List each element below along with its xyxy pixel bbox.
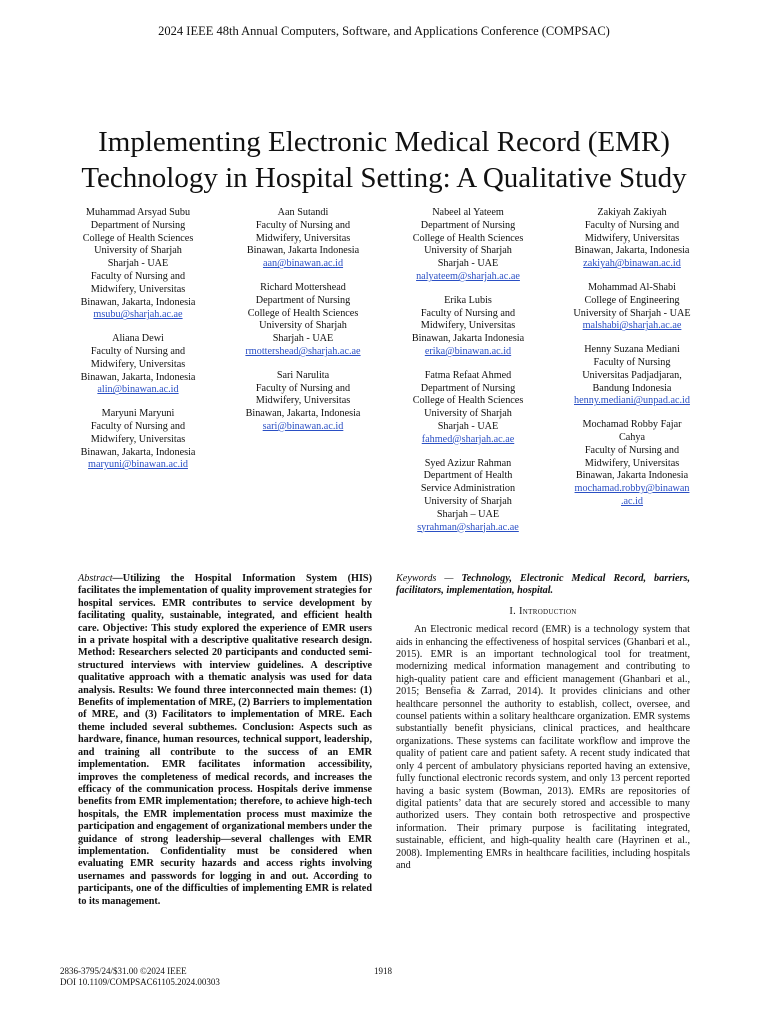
author-affiliation-line: Universitas Padjadjaran,	[582, 369, 682, 381]
author-block	[556, 282, 708, 333]
author-block	[62, 408, 214, 472]
author-email-link[interactable]: .ac.id	[620, 495, 644, 507]
author-affiliation-line: Midwifery, Universitas	[90, 358, 186, 370]
author-name: Syed Azizur Rahman	[424, 457, 512, 469]
author-affiliation-line: Midwifery, Universitas	[90, 433, 186, 445]
author-affiliation-line: Faculty of Nursing and	[90, 270, 186, 282]
author-affiliation-line: Department of Nursing	[90, 219, 186, 231]
keywords-label: Keywords —	[396, 573, 454, 584]
footer-doi: DOI 10.1109/COMPSAC61105.2024.00303	[60, 977, 220, 987]
author-affiliation-line: Sharjah - UAE	[107, 258, 169, 270]
page-number: 1918	[374, 966, 392, 976]
author-affiliation-line: Midwifery, Universitas	[420, 320, 516, 332]
author-name: Aliana Dewi	[112, 333, 164, 345]
author-email-link[interactable]: nalyateem@sharjah.ac.ae	[416, 270, 520, 282]
author-affiliation-line: Binawan, Jakarta Indonesia	[411, 333, 525, 345]
author-affiliation-line: Faculty of Nursing and	[584, 219, 680, 231]
author-affiliation-line: Faculty of Nursing and	[255, 382, 351, 394]
author-affiliation-line: Midwifery, Universitas	[584, 457, 680, 469]
author-name: Erika Lubis	[444, 294, 492, 306]
author-email-link[interactable]: alin@binawan.ac.id	[97, 384, 179, 396]
abstract-body: —Utilizing the Hospital Information System (HIS) facilitates the implementation of quality improvement strategies for hospital services. EMR contributes to service development by facilitating quality, sustainable, integrated, and efficient health care. Objective: This study explored the experience of EMR users in a private hospital with a descriptive qualitative research design. Method: Researchers selected 20 participants and conducted semi-structured interviews with interview guidelines. A descriptive qualitative approach with a thematic analysis was used for data analysis. Results: We found three interconnected main themes: (1) Benefits of implementation of MRE, (2) Barriers to implementation of MRE, and (3) Facilitators to implementation of MRE. Each theme included several subthemes. Conclusion: Aspects such as hardware, finance, human resources, technical support, leadership, and training all contribute to the success of an EMR implementation. EMR facilitates information accessibility, improves the completeness of medical records, and increases the efficacy of the communication process. Hospitals derive immense benefits from EMR implementation; therefore, to achieve high-tech hospitals, the EMR implementation process must maximize the participation and engagement of organizational members under the guidance of strong leadership—several challenges with EMR implementation. Confidentiality must be considered when evaluating EMR security hazards and access rights involving usernames and passwords for logging in and out. According to participants, one of the difficulties of implementing EMR is related to its management.	[78, 573, 372, 907]
author-column-3	[392, 207, 544, 545]
author-affiliation-line: Department of Nursing	[420, 382, 516, 394]
abstract-label: Abstract	[78, 573, 113, 584]
author-email-link[interactable]: syrahman@sharjah.ac.ae	[417, 521, 519, 533]
keywords	[396, 573, 690, 598]
author-block	[392, 370, 544, 447]
abstract	[78, 573, 372, 908]
author-affiliation-line: College of Health Sciences	[247, 307, 359, 319]
author-email-link[interactable]: aan@binawan.ac.id	[262, 258, 344, 270]
author-column-4	[556, 207, 708, 520]
author-affiliation-line: Binawan, Jakarta, Indonesia	[80, 446, 196, 458]
author-block	[227, 282, 379, 359]
author-name: Aan Sutandi	[277, 207, 329, 218]
author-affiliation-line: Binawan, Jakarta, Indonesia	[80, 296, 196, 308]
section-heading	[396, 606, 690, 618]
right-column	[396, 573, 690, 872]
author-affiliation-line: College of Health Sciences	[82, 232, 194, 244]
author-block	[556, 207, 708, 271]
footer-issn: 2836-3795/24/$31.00 ©2024 IEEE	[60, 966, 187, 976]
author-block	[227, 370, 379, 434]
author-name: Henny Suzana Mediani	[584, 344, 680, 356]
author-affiliation-line: Department of Health	[423, 470, 513, 482]
author-column-2	[227, 207, 379, 445]
author-affiliation-line: Midwifery, Universitas	[584, 232, 680, 244]
author-email-link[interactable]: msubu@sharjah.ac.ae	[93, 309, 183, 321]
author-block	[62, 333, 214, 397]
author-email-link[interactable]: zakiyah@binawan.ac.id	[583, 258, 681, 270]
author-block	[392, 458, 544, 535]
intro-paragraph: An Electronic medical record (EMR) is a technology system that aids in enhancing the effectiveness of hospital services (Ghanbari et al., 2015). EMR is an important technological tool for treatment, modernizing medical information management and contributing to high-quality patient care and efficient management (Ghanbari et al., 2015; Bensefia & Zarrad, 2014). It provides clinicians and other healthcare personnel the authority to establish, collect, oversee, and counsel patients within a solitary healthcare organization. EMR systems substantially benefit physicians, clinical practices, and healthcare organizations. These systems can facilitate workflow and improve the quality of patient care and patient safety. A recent study indicated that only 4 percent of ambulatory physicians reported having an extensive, fully functional electronic records system, and only 13 percent reported having a basic system (Bowman, 2013). EMRs are repositories of digital patients’ data that are securely stored and accessible to many authorized users. They contain both retrospective and prospective information. Their primary purpose is facilitating integrated, sustainable, efficient, and high-quality health care (Hayrinen et al., 2008). Implementing EMRs in healthcare facilities, including hospitals and	[396, 624, 690, 871]
author-name: Zakiyah Zakiyah	[597, 207, 667, 218]
author-affiliation-line: Sharjah - UAE	[437, 258, 499, 270]
author-affiliation-line: University of Sharjah	[424, 408, 512, 420]
author-affiliation-line: Midwifery, Universitas	[255, 232, 351, 244]
author-affiliation-line: Sharjah – UAE	[436, 508, 500, 520]
author-column-1	[62, 207, 214, 483]
author-affiliation-line: Faculty of Nursing and	[420, 307, 516, 319]
author-name: Fatma Refaat Ahmed	[424, 369, 512, 381]
author-name: Nabeel al Yateem	[432, 207, 504, 218]
author-affiliation-line: Sharjah - UAE	[437, 420, 499, 432]
author-affiliation-line: Service Administration	[420, 483, 516, 495]
author-affiliation-line: College of Health Sciences	[412, 232, 524, 244]
author-affiliation-line: Binawan, Jakarta Indonesia	[575, 470, 689, 482]
author-name: Richard Mottershead	[260, 281, 346, 293]
author-email-link[interactable]: rmottershead@sharjah.ac.ae	[245, 345, 361, 357]
author-affiliation-line: University of Sharjah	[424, 245, 512, 257]
author-affiliation-line: Cahya	[618, 431, 646, 443]
author-affiliation-line: Department of Nursing	[255, 294, 351, 306]
author-email-link[interactable]: fahmed@sharjah.ac.ae	[421, 433, 515, 445]
author-affiliation-line: College of Health Sciences	[412, 395, 524, 407]
author-email-link[interactable]: sari@binawan.ac.id	[262, 420, 344, 432]
author-name: Maryuni Maryuni	[101, 408, 175, 420]
author-affiliation-line: Sharjah - UAE	[272, 333, 334, 345]
footer-left	[60, 966, 220, 988]
author-block	[556, 419, 708, 509]
author-email-link[interactable]: mochamad.robby@binawan	[574, 483, 690, 495]
author-affiliation-line: Faculty of Nursing and	[90, 420, 186, 432]
keywords-body: Technology, Electronic Medical Record, barriers, facilitators, implementation, hospital.	[396, 573, 690, 597]
author-affiliation-line: Binawan, Jakarta Indonesia	[246, 245, 360, 257]
author-block	[392, 295, 544, 359]
author-affiliation-line: Faculty of Nursing	[593, 356, 671, 368]
author-email-link[interactable]: malshabi@sharjah.ac.ae	[582, 320, 682, 332]
author-affiliation-line: College of Engineering	[584, 294, 680, 306]
author-name: Mohammad Al-Shabi	[587, 281, 676, 293]
paper-title	[40, 124, 728, 196]
author-email-link[interactable]: henny.mediani@unpad.ac.id	[574, 395, 690, 407]
author-email-link[interactable]: erika@binawan.ac.id	[424, 345, 512, 357]
author-email-link[interactable]: maryuni@binawan.ac.id	[88, 459, 188, 471]
author-name: Sari Narulita	[276, 369, 330, 381]
author-affiliation-line: Department of Nursing	[420, 219, 516, 231]
author-affiliation-line: Faculty of Nursing and	[584, 444, 680, 456]
author-affiliation-line: University of Sharjah - UAE	[573, 307, 691, 319]
author-affiliation-line: University of Sharjah	[94, 245, 182, 257]
author-affiliation-line: Faculty of Nursing and	[90, 345, 186, 357]
author-affiliation-line: Binawan, Jakarta, Indonesia	[574, 245, 690, 257]
title-line-1: Implementing Electronic Medical Record (EMR)	[98, 126, 670, 158]
author-affiliation-line: Binawan, Jakarta, Indonesia	[245, 408, 361, 420]
author-affiliation-line: University of Sharjah	[424, 495, 512, 507]
author-affiliation-line: University of Sharjah	[259, 320, 347, 332]
author-affiliation-line: Midwifery, Universitas	[255, 395, 351, 407]
author-block	[556, 344, 708, 408]
section-title: Introduction	[519, 605, 577, 617]
author-affiliation-line: Binawan, Jakarta, Indonesia	[80, 371, 196, 383]
section-number: I.	[509, 605, 517, 617]
title-line-2: Technology in Hospital Setting: A Qualitative Study	[81, 162, 687, 194]
author-block	[227, 207, 379, 271]
conference-header: 2024 IEEE 48th Annual Computers, Software, and Applications Conference (COMPSAC)	[158, 24, 610, 38]
author-name: Mochamad Robby Fajar	[582, 419, 682, 431]
author-affiliation-line: Midwifery, Universitas	[90, 283, 186, 295]
author-affiliation-line: Faculty of Nursing and	[255, 219, 351, 231]
author-block	[62, 207, 214, 322]
author-name: Muhammad Arsyad Subu	[85, 207, 191, 218]
author-block	[392, 207, 544, 284]
author-affiliation-line: Bandung Indonesia	[592, 382, 672, 394]
